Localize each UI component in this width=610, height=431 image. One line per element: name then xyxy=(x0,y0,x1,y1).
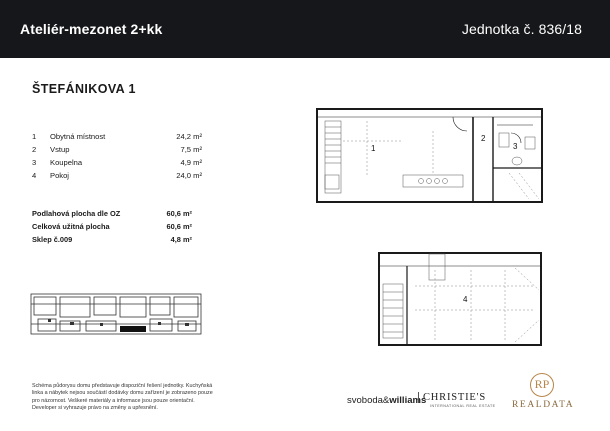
room-name: Koupelna xyxy=(50,158,83,167)
room-name: Vstup xyxy=(50,145,70,154)
area-totals xyxy=(32,209,192,248)
total-value: 60,6 m² xyxy=(166,209,192,218)
unit-number: Jednotka č. 836/18 xyxy=(461,21,582,37)
floor-plan-lower-level xyxy=(303,103,550,213)
logo-text-part1: svoboda xyxy=(347,395,383,406)
svoboda-williams-logo xyxy=(347,395,426,406)
total-label: Celková užitná plocha xyxy=(32,222,110,231)
room-number: 3 xyxy=(32,158,37,167)
room-row xyxy=(32,171,202,184)
logo-text-part2: williams xyxy=(389,395,427,406)
building-key-plan xyxy=(30,293,202,335)
unit-highlight xyxy=(120,326,146,332)
room-area: 24,2 m² xyxy=(176,132,202,141)
christies-logo xyxy=(418,392,496,408)
total-row xyxy=(32,222,192,235)
total-value: 60,6 m² xyxy=(166,222,192,231)
total-row xyxy=(32,209,192,222)
room-area: 7,5 m² xyxy=(180,145,202,154)
christies-subtitle: INTERNATIONAL REAL ESTATE xyxy=(430,404,496,408)
room-name: Obytná místnost xyxy=(50,132,106,141)
realdata-emblem-icon: RP xyxy=(530,373,554,397)
room-number: 2 xyxy=(32,145,37,154)
room-area: 4,9 m² xyxy=(180,158,202,167)
realdata-logo xyxy=(512,373,575,410)
total-label: Sklep č.009 xyxy=(32,235,73,244)
room-list xyxy=(32,132,202,184)
floor-plan-upper-level xyxy=(375,250,545,350)
room-label-2: 2 xyxy=(481,134,486,143)
room-row xyxy=(32,132,202,145)
room-label-4: 4 xyxy=(463,295,468,304)
room-row xyxy=(32,145,202,158)
room-number: 4 xyxy=(32,171,37,180)
page-title: Ateliér-mezonet 2+kk xyxy=(20,21,163,37)
address-heading: ŠTEFÁNIKOVA 1 xyxy=(32,82,136,96)
realdata-wordmark: REALDATA xyxy=(512,400,575,410)
disclaimer-text: Schéma půdorysu domu představuje dispoziční řešení jednotky. Kuchyňská linka a nábytek nejsou součástí dodávky domu zařízení je zobrazeno pouze pro názornost. Veškeré materiály a informace jsou pouze orientační. Developer si vyhrazuje právo na změny a upřesnění. xyxy=(32,383,213,412)
room-row xyxy=(32,158,202,171)
total-value: 4,8 m² xyxy=(170,235,192,244)
total-row xyxy=(32,235,192,248)
room-area: 24,0 m² xyxy=(176,171,202,180)
total-label: Podlahová plocha dle OZ xyxy=(32,209,121,218)
room-label-1: 1 xyxy=(371,144,376,153)
room-label-3: 3 xyxy=(513,142,518,151)
logo-ampersand: & xyxy=(382,395,390,406)
room-name: Pokoj xyxy=(50,171,69,180)
room-number: 1 xyxy=(32,132,37,141)
header-bar xyxy=(0,0,610,58)
christies-wordmark: CHRISTIE'S xyxy=(418,392,496,403)
